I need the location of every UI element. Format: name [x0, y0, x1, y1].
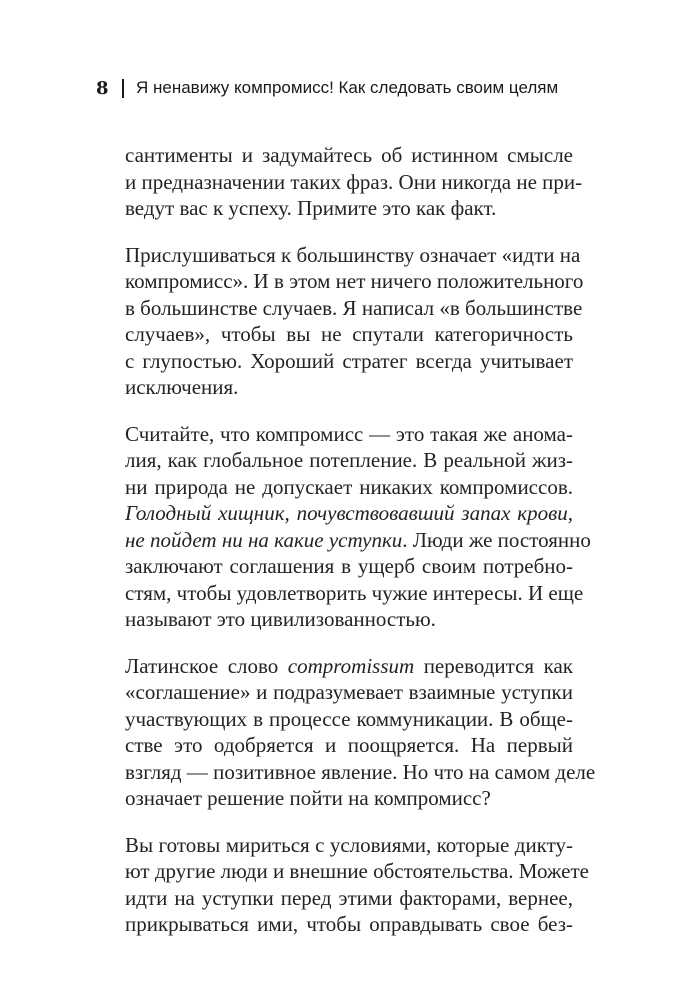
text-line: в большинстве случаев. Я написал «в большинстве [125, 295, 583, 320]
text-line: означает решение пойти на компромисс? [125, 786, 491, 810]
text-line: стве это одобряется и поощряется. На первый [125, 733, 573, 757]
italic-phrase: не пойдет ни на какие уступки [125, 527, 403, 552]
header-divider [122, 79, 124, 98]
paragraph-4 [125, 653, 596, 812]
text-line: лия, как глобальное потепление. В реальной жиз- [125, 448, 573, 472]
text-line: Прислушиваться к большинству означает «идти на [125, 242, 581, 267]
text-line: Считайте, что компромисс — это такая же анома- [125, 421, 573, 446]
text-line: и предназначении таких фраз. Они никогда не при- [125, 169, 583, 194]
text-fragment: переводится как [414, 653, 573, 678]
text-line: ни природа не допускает никаких компромиссов. [125, 474, 573, 499]
text-line: идти на уступки перед этими факторами, вернее, [125, 885, 573, 910]
text-line: ют другие люди и внешние обстоятельства. Можете [125, 859, 589, 883]
text-line: ведут вас к успеху. Примите это как факт. [125, 196, 497, 220]
text-line: заключают соглашения в ущерб своим потребно- [125, 554, 573, 578]
italic-term: compromissum [287, 653, 415, 678]
text-line: «соглашение» и подразумевает взаимные уступки [125, 680, 573, 704]
page-number: 8 [96, 77, 109, 99]
text-fragment: Латинское слово [125, 653, 288, 678]
body-text [125, 142, 596, 958]
text-line: исключения. [125, 375, 239, 399]
text-line: участвующих в процессе коммуникации. В обще- [125, 706, 573, 731]
paragraph-5 [125, 832, 589, 938]
text-line: прикрываться ими, чтобы оправдывать свое без- [125, 912, 573, 936]
paragraph-2 [125, 242, 584, 401]
text-line: случаев», чтобы вы не спутали категоричность [125, 322, 573, 346]
text-line: с глупостью. Хороший стратег всегда учитывает [125, 348, 573, 373]
running-header [96, 76, 558, 100]
text-line: называют это цивилизованностью. [125, 607, 436, 631]
paragraph-3 [125, 421, 591, 633]
paragraph-1 [125, 142, 583, 222]
italic-line: Голодный хищник, почувствовавший запах крови, [125, 501, 573, 525]
text-line [125, 653, 573, 680]
text-line: компромисс». И в этом нет ничего положительного [125, 269, 584, 293]
text-line: Вы готовы мириться с условиями, которые дикту- [125, 832, 573, 857]
text-line: взгляд — позитивное явление. Но что на самом деле [125, 759, 596, 784]
text-line [125, 527, 591, 554]
text-line: сантименты и задумайтесь об истинном смысле [125, 143, 573, 167]
running-title: Я ненавижу компромисс! Как следовать своим целям [136, 78, 559, 97]
text-fragment: . Люди же постоянно [402, 527, 591, 552]
text-line: стям, чтобы удовлетворить чужие интересы. И еще [125, 580, 584, 605]
